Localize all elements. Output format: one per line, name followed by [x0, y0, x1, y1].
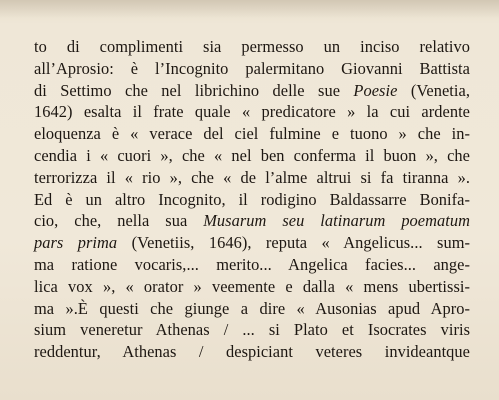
text-segment: sium veneretur Athenas / ... si Plato et Isocrates viris — [34, 320, 470, 340]
italic-text-segment: pars prima — [34, 233, 118, 253]
text-segment: ma ratione vocaris,... merito... Angelica facies... ange- — [34, 254, 470, 274]
text-line — [34, 210, 470, 232]
text-line — [34, 145, 470, 167]
text-line — [34, 58, 470, 80]
text-line — [34, 189, 470, 211]
text-line — [34, 101, 470, 123]
body-text — [34, 36, 470, 363]
text-line — [34, 254, 470, 276]
text-segment: ma ».È questi che giunge a dire « Ausonias apud Apro- — [34, 298, 470, 318]
text-segment: terrorizza il « rio », che « de l’alme altrui si fa tiranna ». — [34, 167, 470, 187]
text-line — [34, 232, 470, 254]
text-line — [34, 276, 470, 298]
text-segment: di Settimo che nel librichino delle sue — [34, 80, 354, 100]
text-segment: reddentur, Athenas / despiciant veteres invideantque — [34, 342, 470, 362]
text-segment: cendia i « cuori », che « nel ben conferma il buon », che — [34, 145, 470, 165]
italic-text-segment: Poesie — [353, 80, 398, 100]
text-line — [34, 36, 470, 58]
text-segment: lica vox », « orator » veemente e dalla « mens ubertissi- — [34, 276, 470, 296]
text-line — [34, 319, 470, 341]
text-line — [34, 80, 470, 102]
text-line — [34, 298, 470, 320]
text-segment: (Venetia, — [397, 80, 470, 100]
text-segment: 1642) esalta il frate quale « predicatore » la cui ardente — [34, 102, 470, 122]
text-segment: Ed è un altro Incognito, il rodigino Baldassarre Bonifa- — [34, 189, 470, 209]
text-segment: all’Aprosio: è l’Incognito palermitano Giovanni Battista — [34, 58, 470, 78]
text-segment: (Venetiis, 1646), reputa « Angelicus... sum- — [117, 233, 471, 253]
text-segment: cio, che, nella sua — [34, 211, 204, 231]
italic-text-segment: Musarum seu latinarum poematum — [203, 211, 470, 231]
text-line — [34, 123, 470, 145]
text-segment: to di complimenti sia permesso un inciso relativo — [34, 37, 470, 56]
top-shadow — [0, 0, 499, 18]
text-line — [34, 341, 470, 363]
text-line — [34, 167, 470, 189]
text-segment: eloquenza è « verace del ciel fulmine e tuono » che in- — [34, 124, 470, 144]
